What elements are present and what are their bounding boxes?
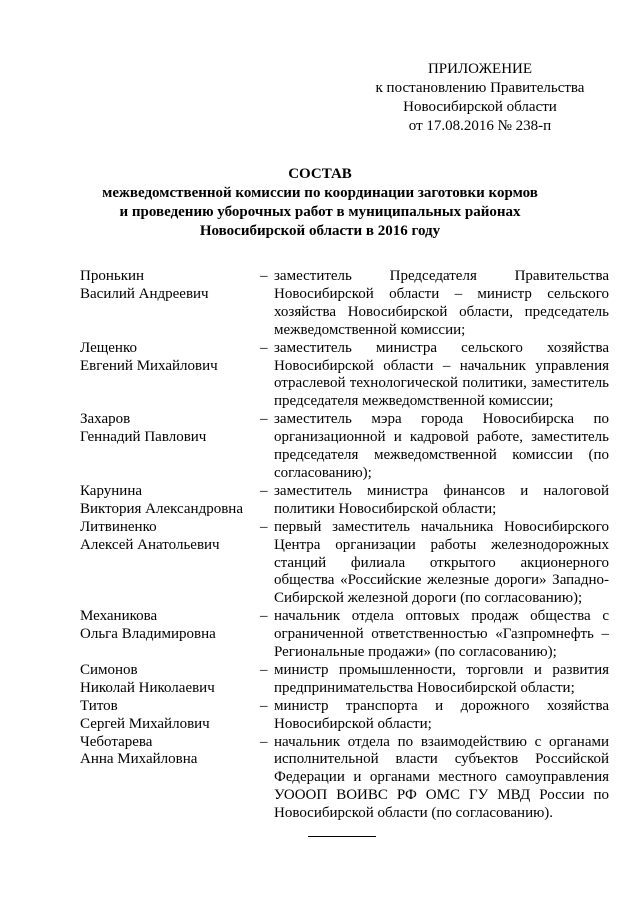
member-names (80, 268, 260, 340)
member-dash: – (260, 411, 268, 428)
member-dash: – (260, 482, 268, 499)
member-row (80, 483, 610, 519)
member-role: начальник отдела оптовых продаж общества с ограниченной ответственностью «Газпромнефть – Региональные продажи» (по согласованию); (274, 608, 609, 661)
member-dash: – (260, 608, 268, 625)
appendix-resolution: к постановлению Правительства (375, 80, 585, 96)
member-names (80, 662, 260, 698)
member-row (80, 519, 610, 609)
member-row (80, 662, 610, 698)
title-heading: СОСТАВ (288, 166, 352, 182)
member-surname: Литвиненко (80, 518, 157, 535)
title-line: межведомственной комиссии по координации заготовки кормов (102, 185, 538, 201)
member-role: министр транспорта и дорожного хозяйства Новосибирской области; (274, 697, 609, 732)
member-name: Ольга Владимировна (80, 626, 216, 643)
member-role: министр промышленности, торговли и развития предпринимательства Новосибирской области; (274, 661, 609, 696)
appendix-header (360, 60, 600, 136)
member-name: Алексей Анатольевич (80, 536, 220, 553)
member-names (80, 698, 260, 734)
member-name: Геннадий Павлович (80, 429, 207, 446)
member-surname: Титов (80, 697, 118, 714)
member-dash: – (260, 733, 268, 750)
member-row (80, 608, 610, 662)
member-surname: Чеботарева (80, 733, 153, 750)
member-surname: Захаров (80, 411, 131, 428)
member-name: Василий Андреевич (80, 285, 209, 302)
member-names (80, 519, 260, 609)
member-name: Николай Николаевич (80, 679, 215, 696)
member-names (80, 411, 260, 483)
member-row (80, 268, 610, 340)
member-names (80, 483, 260, 519)
members-list (80, 268, 610, 823)
member-role: первый заместитель начальника Новосибирского Центра организации работы железнодорожных станций филиала открытого акционерного общества «Российские железные дороги» Западно-Сибирской железной дороги (по согласованию); (274, 518, 609, 607)
member-row (80, 734, 610, 824)
member-dash: – (260, 518, 268, 535)
member-role: начальник отдела по взаимодействию с органами исполнительной власти субъектов Российской Федерации и органами местного самоуправления УОООП ВОИВС РФ ОМС ГУ МВД России по Новосибирской области (по согласованию). (274, 733, 609, 822)
member-surname: Лещенко (80, 339, 137, 356)
member-dash: – (260, 697, 268, 714)
appendix-date-number: от 17.08.2016 № 238-п (408, 118, 552, 134)
member-role: заместитель министра финансов и налоговой политики Новосибирской области; (274, 482, 609, 517)
member-name: Евгений Михайлович (80, 357, 218, 374)
member-names (80, 340, 260, 412)
end-divider (308, 836, 376, 837)
member-row (80, 340, 610, 412)
member-surname: Пронькин (80, 268, 145, 284)
member-name: Сергей Михайлович (80, 715, 210, 732)
title-line: Новосибирской области в 2016 году (199, 223, 441, 239)
member-names (80, 734, 260, 824)
document-title (80, 165, 560, 241)
member-role: заместитель мэра города Новосибирска по организационной и кадровой работе, заместитель председателя межведомственной комиссии (по согласованию); (274, 411, 609, 481)
member-role: заместитель Председателя Правительства Новосибирской области – министр сельского хозяйства Новосибирской области, председатель межведомственной комиссии; (274, 268, 609, 338)
appendix-label: ПРИЛОЖЕНИЕ (427, 61, 533, 77)
member-name: Виктория Александровна (80, 500, 243, 517)
member-surname: Карунина (80, 482, 143, 499)
member-row (80, 698, 610, 734)
member-role: заместитель министра сельского хозяйства Новосибирской области – начальник управления отраслевой технологической политики, заместитель председателя межведомственной комиссии; (274, 339, 609, 410)
title-line: и проведению уборочных работ в муниципальных районах (119, 204, 521, 220)
member-surname: Механикова (80, 608, 158, 625)
member-dash: – (260, 268, 268, 284)
appendix-region: Новосибирской области (403, 99, 557, 115)
member-dash: – (260, 661, 268, 678)
member-names (80, 608, 260, 662)
member-surname: Симонов (80, 661, 138, 678)
member-row (80, 411, 610, 483)
member-dash: – (260, 339, 268, 356)
member-name: Анна Михайловна (80, 751, 198, 768)
